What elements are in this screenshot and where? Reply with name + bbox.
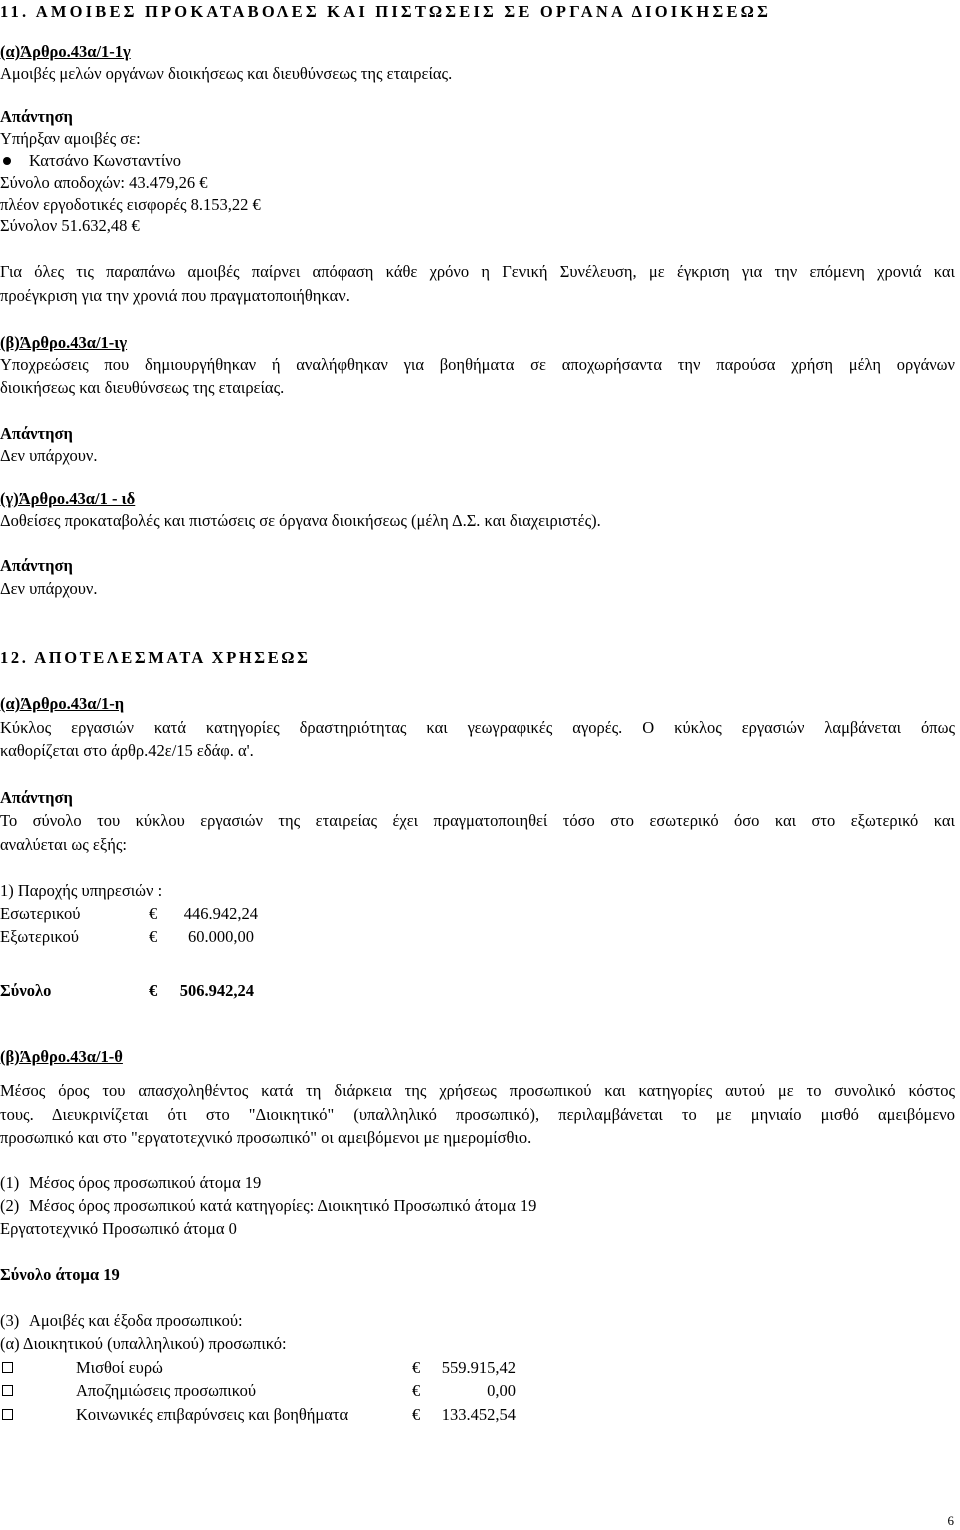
list-text: Αμοιβές και έξοδα προσωπικού: [29, 1311, 243, 1330]
section-11-b-text-line-1: Υποχρεώσεις που δημιουργήθηκαν ή αναλήφθηκαν για βοηθήματα σε αποχωρήσαντα την παρούσα χρήση μέλη οργάνων [0, 355, 955, 374]
row-value: 446.942,24 [183, 904, 258, 923]
section-11-c-answer-label: Απάντηση [0, 556, 73, 575]
section-12-b-heading: (β)Άρθρο.43α/1-θ [0, 1047, 123, 1066]
worker-staff-line: Εργατοτεχνικό Προσωπικό άτομα 0 [0, 1219, 237, 1238]
avg-staff-line [0, 1173, 262, 1193]
section-12-a-answer-label: Απάντηση [0, 788, 73, 807]
checkbox-square-icon [2, 1409, 13, 1420]
section-11-c-answer: Δεν υπάρχουν. [0, 579, 98, 598]
total-earnings: Σύνολο αποδοχών: 43.479,26 € [0, 173, 208, 192]
fee-value: 0,00 [487, 1381, 516, 1400]
section-12-b-text-line-3: προσωπικό και στο "εργατοτεχνικό προσωπικό" οι αμειβόμενοι με ημερομίσθιο. [0, 1128, 532, 1147]
section-11-a-heading: (α)Άρθρο.43α/1-1γ [0, 42, 131, 61]
section-11-b-answer: Δεν υπάρχουν. [0, 446, 98, 465]
list-text: Μέσος όρος προσωπικού κατά κατηγορίες: Διοικητικό Προσωπικό άτομα 19 [29, 1196, 537, 1215]
list-number: (3) [0, 1311, 20, 1330]
section-12-a-text-line-1: Κύκλος εργασιών κατά κατηγορίες δραστηριότητας και γεωγραφικές αγορές. Ο κύκλος εργασιών λαμβάνεται όπως [0, 718, 955, 737]
section-11-b-answer-label: Απάντηση [0, 424, 73, 443]
fee-label: Κοινωνικές επιβαρύνσεις και βοηθήματα [76, 1405, 349, 1424]
page-number: 6 [947, 1513, 954, 1528]
section-12-b-text-line-2: τους. Διευκρινίζεται ότι στο "Διοικητικό" (υπαλληλικό προσωπικό), περιλαμβάνεται το με μηνιαίο μισθό αμειβόμενο [0, 1105, 955, 1124]
fees-title-line [0, 1311, 243, 1331]
admin-title: (α) Διοικητικού (υπαλληλικού) προσωπικό: [0, 1334, 287, 1353]
section-11-title: 11. ΑΜΟΙΒΕΣ ΠΡΟΚΑΤΑΒΟΛΕΣ ΚΑΙ ΠΙΣΤΩΣΕΙΣ ΣΕ ΟΡΓΑΝΑ ΔΙΟΙΚΗΣΕΩΣ [0, 2, 772, 21]
list-text: Μέσος όρος προσωπικού άτομα 19 [29, 1173, 262, 1192]
fee-label: Μισθοί ευρώ [76, 1358, 163, 1377]
fee-value: 559.915,42 [441, 1358, 516, 1377]
section-12-b-text-line-1: Μέσος όρος του απασχοληθέντος κατά τη διάρκεια της χρήσεως προσωπικού και κατηγορίες αυτού με το συνολικό κόστος [0, 1081, 955, 1100]
total-label: Σύνολο [0, 981, 52, 1000]
services-label: 1) Παροχής υπηρεσιών : [0, 881, 163, 900]
total-people: Σύνολο άτομα 19 [0, 1265, 120, 1284]
section-11-c-heading: (γ)Άρθρο.43α/1 - ιδ [0, 489, 136, 508]
list-number: (1) [0, 1173, 20, 1192]
avg-staff-category-line [0, 1196, 537, 1216]
list-number: (2) [0, 1196, 20, 1215]
grand-total: Σύνολον 51.632,48 € [0, 216, 140, 235]
checkbox-square-icon [2, 1385, 13, 1396]
euro-icon: € [149, 981, 158, 1000]
euro-icon: € [412, 1381, 421, 1400]
row-label: Εξωτερικού [0, 927, 79, 946]
euro-icon: € [412, 1358, 421, 1377]
section-11-a-text: Αμοιβές μελών οργάνων διοικήσεως και διευθύνσεως της εταιρείας. [0, 64, 453, 83]
checkbox-square-icon [2, 1362, 13, 1373]
section-11-b-text-line-2: διοικήσεως και διευθύνσεως της εταιρείας. [0, 378, 285, 397]
employer-contributions: πλέον εργοδοτικές εισφορές 8.153,22 € [0, 195, 261, 214]
approval-paragraph-line-1: Για όλες τις παραπάνω αμοιβές παίρνει απόφαση κάθε χρόνο η Γενική Συνέλευση, με έγκριση για την επόμενη χρονιά και [0, 262, 955, 281]
fee-label: Αποζημιώσεις προσωπικού [76, 1381, 257, 1400]
bullet-icon [3, 157, 11, 165]
section-11-a-answer-label: Απάντηση [0, 107, 73, 126]
section-11-a-answer-intro: Υπήρξαν αμοιβές σε: [0, 129, 141, 148]
row-value: 60.000,00 [188, 927, 254, 946]
section-11-c-text: Δοθείσες προκαταβολές και πιστώσεις σε όργανα διοικήσεως (μέλη Δ.Σ. και διαχειριστές). [0, 511, 601, 530]
euro-icon: € [149, 927, 158, 946]
section-12-a-heading: (α)Άρθρο.43α/1-η [0, 694, 125, 713]
euro-icon: € [412, 1405, 421, 1424]
row-label: Εσωτερικού [0, 904, 81, 923]
person-name: Κατσάνο Κωνσταντίνο [29, 151, 181, 170]
section-11-b-heading: (β)Άρθρο.43α/1-ιγ [0, 333, 128, 352]
euro-icon: € [149, 904, 158, 923]
section-12-a-text-line-2: καθορίζεται στο άρθρ.42ε/15 εδάφ. α'. [0, 741, 254, 760]
total-value: 506.942,24 [179, 981, 254, 1000]
fee-value: 133.452,54 [441, 1405, 516, 1424]
approval-paragraph-line-2: προέγκριση για την χρονιά που πραγματοποιήθηκαν. [0, 286, 350, 305]
section-12-a-answer-line-2: αναλύεται ως εξής: [0, 835, 127, 854]
section-12-title: 12. ΑΠΟΤΕΛΕΣΜΑΤΑ ΧΡΗΣΕΩΣ [0, 648, 311, 667]
section-12-a-answer-line-1: Το σύνολο του κύκλου εργασιών της εταιρείας έχει πραγματοποιηθεί τόσο στο εσωτερικό όσο και στο εξωτερικό και [0, 811, 955, 830]
